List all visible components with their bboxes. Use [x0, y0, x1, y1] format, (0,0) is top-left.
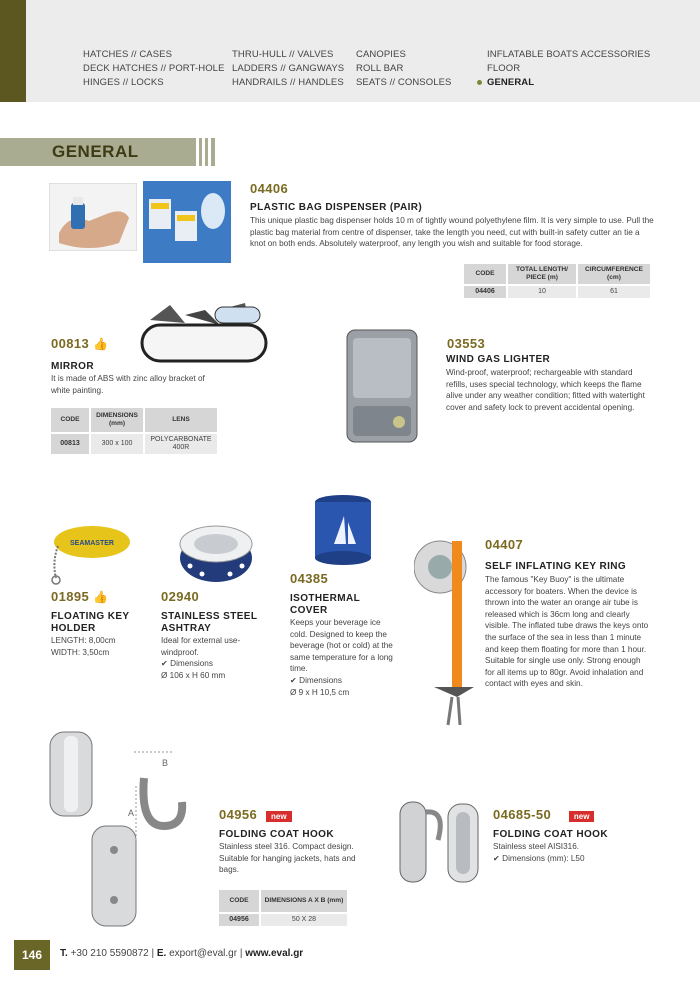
- section-title: GENERAL: [52, 142, 139, 161]
- dimensions-value: Ø 9 x H 10,5 cm: [290, 687, 350, 697]
- email-label: E.: [156, 948, 167, 959]
- nav-link[interactable]: FLOOR: [487, 63, 521, 74]
- product-code: 01895: [51, 589, 90, 604]
- table-header: TOTAL LENGTH/ PIECE (m): [508, 264, 576, 284]
- mirror-photo: [130, 295, 270, 365]
- footer-contact: [60, 948, 303, 959]
- isothermal-cover-photo: [312, 494, 374, 566]
- thumbs-up-icon: 👍: [93, 590, 109, 604]
- key-ring-photo: [414, 537, 478, 729]
- new-badge: new: [266, 811, 292, 822]
- table-cell: 300 x 100: [91, 434, 143, 454]
- table-row: [219, 914, 347, 926]
- nav-column-1: [83, 48, 225, 90]
- email-address[interactable]: export@eval.gr |: [169, 948, 243, 959]
- nav-link[interactable]: CANOPIES: [356, 49, 406, 60]
- product-description: It is made of ABS with zinc alloy bracket of white painting.: [51, 374, 205, 395]
- nav-link[interactable]: THRU-HULL // VALVES: [232, 49, 334, 60]
- nav-column-2: [232, 48, 344, 90]
- product-description: Stainless steel 316. Compact design. Suitable for hanging jackets, hats and bags.: [219, 842, 356, 875]
- website-link[interactable]: www.eval.gr: [245, 948, 304, 959]
- spec-table: [49, 406, 219, 456]
- ashtray-photo: [176, 518, 256, 584]
- spec-table: [462, 262, 652, 300]
- phone-label: T.: [60, 948, 68, 959]
- length-text: LENGTH: 8,00cm: [51, 636, 116, 645]
- nav-link[interactable]: HINGES // LOCKS: [83, 77, 164, 88]
- nav-link-active[interactable]: GENERAL: [487, 76, 650, 90]
- table-header: LENS: [145, 408, 217, 432]
- product-description: This unique plastic bag dispenser holds 10 m of tightly wound polyethylene film. It is very simple to use. Pull the plastic bag material from centre of dispenser, take the length you need, cut with built-in safety cutter an tie a knot on both ends. Absolutely waterproof, any length you wish and suitable for food storage.: [250, 216, 654, 249]
- description-text: Keeps your beverage ice cold. Designed to keep the beverage (hot or cold) at the same temperature for a long time.: [290, 618, 393, 674]
- spec-table: [217, 888, 349, 928]
- product-name: FOLDING COAT HOOK: [219, 829, 334, 840]
- table-row: [464, 286, 650, 298]
- seamaster-brand: SEAMASTER: [70, 540, 114, 547]
- active-bullet-icon: [477, 80, 482, 85]
- product-description: [493, 841, 648, 864]
- table-cell: 61: [578, 286, 650, 298]
- dimensions-label: ✔ Dimensions: [290, 675, 342, 685]
- table-cell: 50 X 28: [261, 914, 347, 926]
- width-text: WIDTH: 3,50cm: [51, 647, 110, 657]
- product-code: 04406: [250, 181, 289, 196]
- table-header: DIMENSIONS A X B (mm): [261, 890, 347, 912]
- description-text: Stainless steel AISI316.: [493, 842, 580, 851]
- product-code-row: [51, 589, 109, 604]
- product-code: 02940: [161, 589, 200, 604]
- table-header: CODE: [219, 890, 259, 912]
- description-text: Ideal for external use- windproof.: [161, 636, 241, 657]
- table-row: [51, 434, 217, 454]
- check-icon: ✔: [290, 675, 297, 685]
- phone-number: +30 210 5590872 |: [70, 948, 155, 959]
- product-name: SELF INFLATING KEY RING: [485, 561, 627, 572]
- product-name: PLASTIC BAG DISPENSER (PAIR): [250, 202, 423, 213]
- product-name: STAINLESS STEEL ASHTRAY: [161, 611, 258, 634]
- header-bar: [0, 0, 700, 102]
- product-code: 03553: [447, 336, 486, 351]
- key-holder-photo: [46, 522, 132, 586]
- table-header: DIMENSIONS (mm): [91, 408, 143, 432]
- product-code: 00813: [51, 336, 90, 351]
- nav-link[interactable]: ROLL BAR: [356, 63, 404, 74]
- bag-dispenser-hand-photo: [49, 183, 137, 251]
- product-description: [290, 617, 396, 698]
- bag-dispenser-pack-photo: [143, 181, 231, 263]
- product-code-row: [51, 336, 109, 351]
- product-name: FLOATING KEY HOLDER: [51, 611, 130, 634]
- product-name: FOLDING COAT HOOK: [493, 829, 608, 840]
- dimensions-value: Ø 106 x H 60 mm: [161, 670, 226, 680]
- product-code: 04956: [219, 807, 258, 822]
- page-number: 146: [14, 940, 50, 970]
- product-dimensions: [51, 635, 116, 658]
- table-cell: 00813: [51, 434, 89, 454]
- gas-lighter-photo: [343, 328, 421, 446]
- product-code: 04407: [485, 537, 524, 552]
- nav-link[interactable]: LADDERS // GANGWAYS: [232, 63, 345, 74]
- section-title-bar: [0, 138, 215, 166]
- table-cell: 04406: [464, 286, 506, 298]
- product-code: 04385: [290, 571, 329, 586]
- dimensions-line: ✔ Dimensions (mm): L50: [493, 853, 585, 863]
- dimension-b-label: B: [162, 758, 169, 768]
- check-icon: ✔: [161, 659, 168, 669]
- product-name: MIRROR: [51, 361, 94, 372]
- dimension-a-label: A: [128, 808, 135, 818]
- nav-column-3: [356, 48, 452, 90]
- product-description: The famous "Key Buoy" is the ultimate accessory for boaters. When the device is thrown into the water an orange air tube is released which is 36cm long and clearly visible. The inflated tube draws the keys onto the surface of the sea in less than 1 minute and keep them floating for more than 1 hour. Suitable for single use only. Strong enough for all items up to 80gr. Avoid inhalation and contact with eyes and skin.: [485, 575, 649, 689]
- product-description: Wind-proof, waterproof; rechargeable with standard refills, uses special technology, which keeps the flame alive under any weather condition; fitted with watertight cover and safety lock to prevent accidental opening.: [446, 368, 645, 412]
- product-name: WIND GAS LIGHTER: [446, 354, 551, 365]
- new-badge: new: [569, 811, 595, 822]
- table-cell: 10: [508, 286, 576, 298]
- coat-hook-2-photo: [396, 798, 482, 886]
- header-accent: [0, 0, 26, 102]
- nav-link[interactable]: HANDRAILS // HANDLES: [232, 77, 344, 88]
- table-cell: 04956: [219, 914, 259, 926]
- product-description: [161, 635, 261, 681]
- nav-link[interactable]: INFLATABLE BOATS ACCESSORIES: [487, 49, 651, 60]
- product-code: 04685-50: [493, 807, 552, 822]
- product-code-row: [493, 806, 594, 824]
- table-header: CIRCUMFERENCE (cm): [578, 264, 650, 284]
- table-header: CODE: [464, 264, 506, 284]
- product-code-row: [219, 806, 292, 824]
- coat-hook-photo: [44, 730, 204, 930]
- table-cell: POLYCARBONATE 400R: [145, 434, 217, 454]
- nav-link[interactable]: SEATS // CONSOLES: [356, 77, 452, 88]
- check-icon: ✔: [493, 853, 500, 863]
- nav-link[interactable]: DECK HATCHES // PORT-HOLE: [83, 63, 225, 74]
- dimensions-label: ✔ Dimensions: [161, 659, 213, 669]
- nav-column-4: [487, 48, 650, 90]
- thumbs-up-icon: 👍: [93, 337, 109, 351]
- nav-link[interactable]: HATCHES // CASES: [83, 49, 173, 60]
- product-name: ISOTHERMAL COVER: [290, 593, 360, 616]
- table-header: CODE: [51, 408, 89, 432]
